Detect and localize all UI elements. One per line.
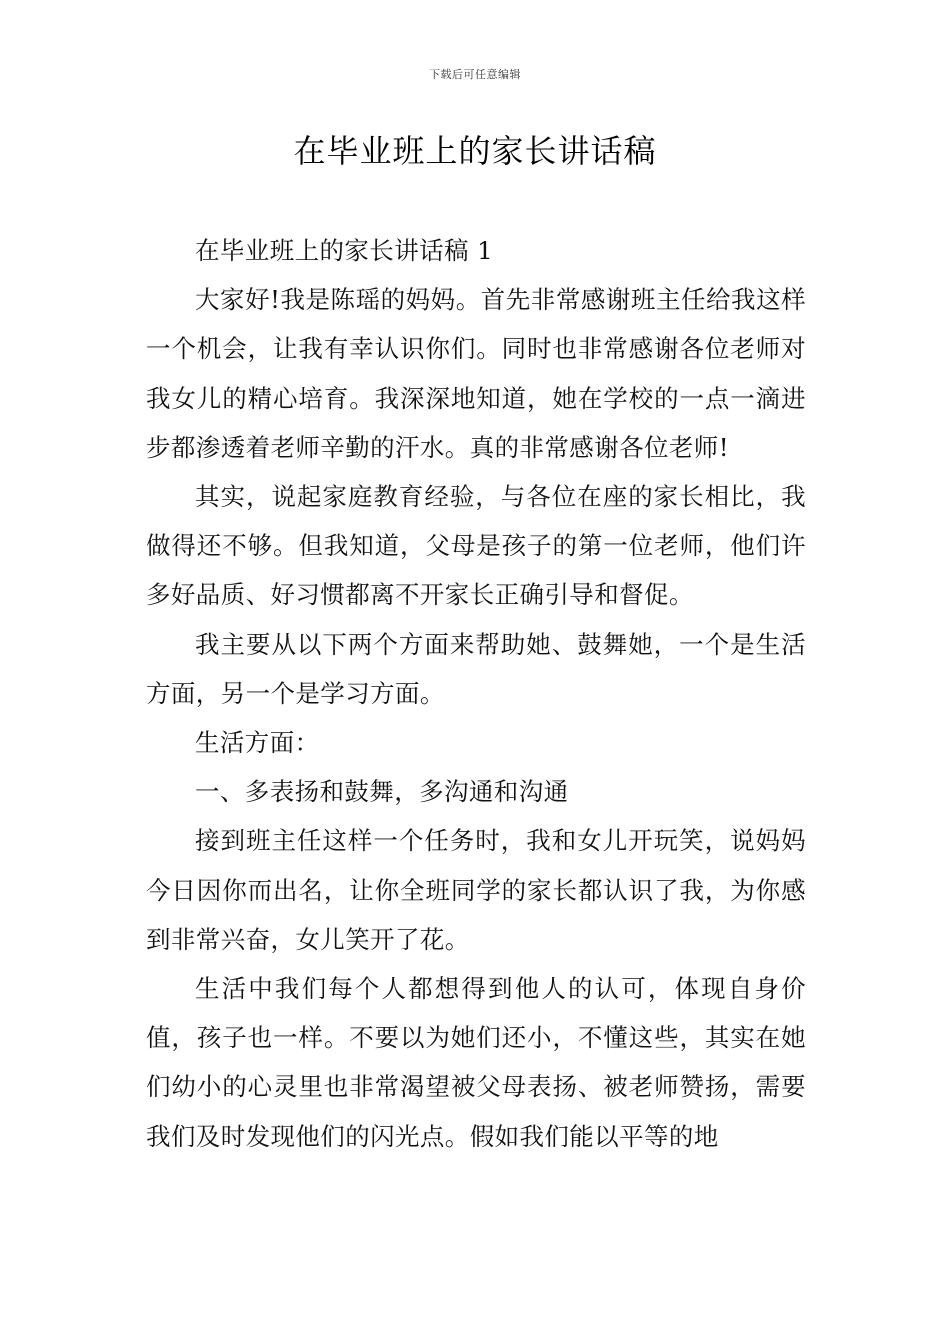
body-paragraph: 其实，说起家庭教育经验，与各位在座的家长相比，我做得还不够。但我知道，父母是孩子的第一位老师，他们许多好品质、好习惯都离不开家长正确引导和督促。 <box>146 482 806 610</box>
section-heading: 在毕业班上的家长讲话稿 1 <box>195 236 494 265</box>
body-paragraph: 大家好!我是陈瑶的妈妈。首先非常感谢班主任给我这样一个机会，让我有幸认识你们。同时也非常感谢各位老师对我女儿的精心培育。我深深地知道，她在学校的一点一滴进步都渗透着老师辛勤的汗水。真的非常感谢各位老师! <box>146 285 806 462</box>
subsection-heading: 生活方面： <box>195 728 320 758</box>
body-paragraph: 我主要从以下两个方面来帮助她、鼓舞她，一个是生活方面，另一个是学习方面。 <box>146 629 806 708</box>
header-note: 下载后可任意编辑 <box>429 68 521 81</box>
subsection-heading: 一、多表扬和鼓舞，多沟通和沟通 <box>195 777 569 807</box>
body-paragraph: 接到班主任这样一个任务时，我和女儿开玩笑，说妈妈今日因你而出名，让你全班同学的家长都认识了我，为你感到非常兴奋，女儿笑开了花。 <box>146 826 806 954</box>
body-paragraph: 生活中我们每个人都想得到他人的认可，体现自身价值，孩子也一样。不要以为她们还小，不懂这些，其实在她们幼小的心灵里也非常渴望被父母表扬、被老师赞扬，需要我们及时发现他们的闪光点。假如我们能以平等的地 <box>146 974 806 1151</box>
document-title: 在毕业班上的家长讲话稿 <box>293 132 657 170</box>
document-body <box>146 226 806 1161</box>
